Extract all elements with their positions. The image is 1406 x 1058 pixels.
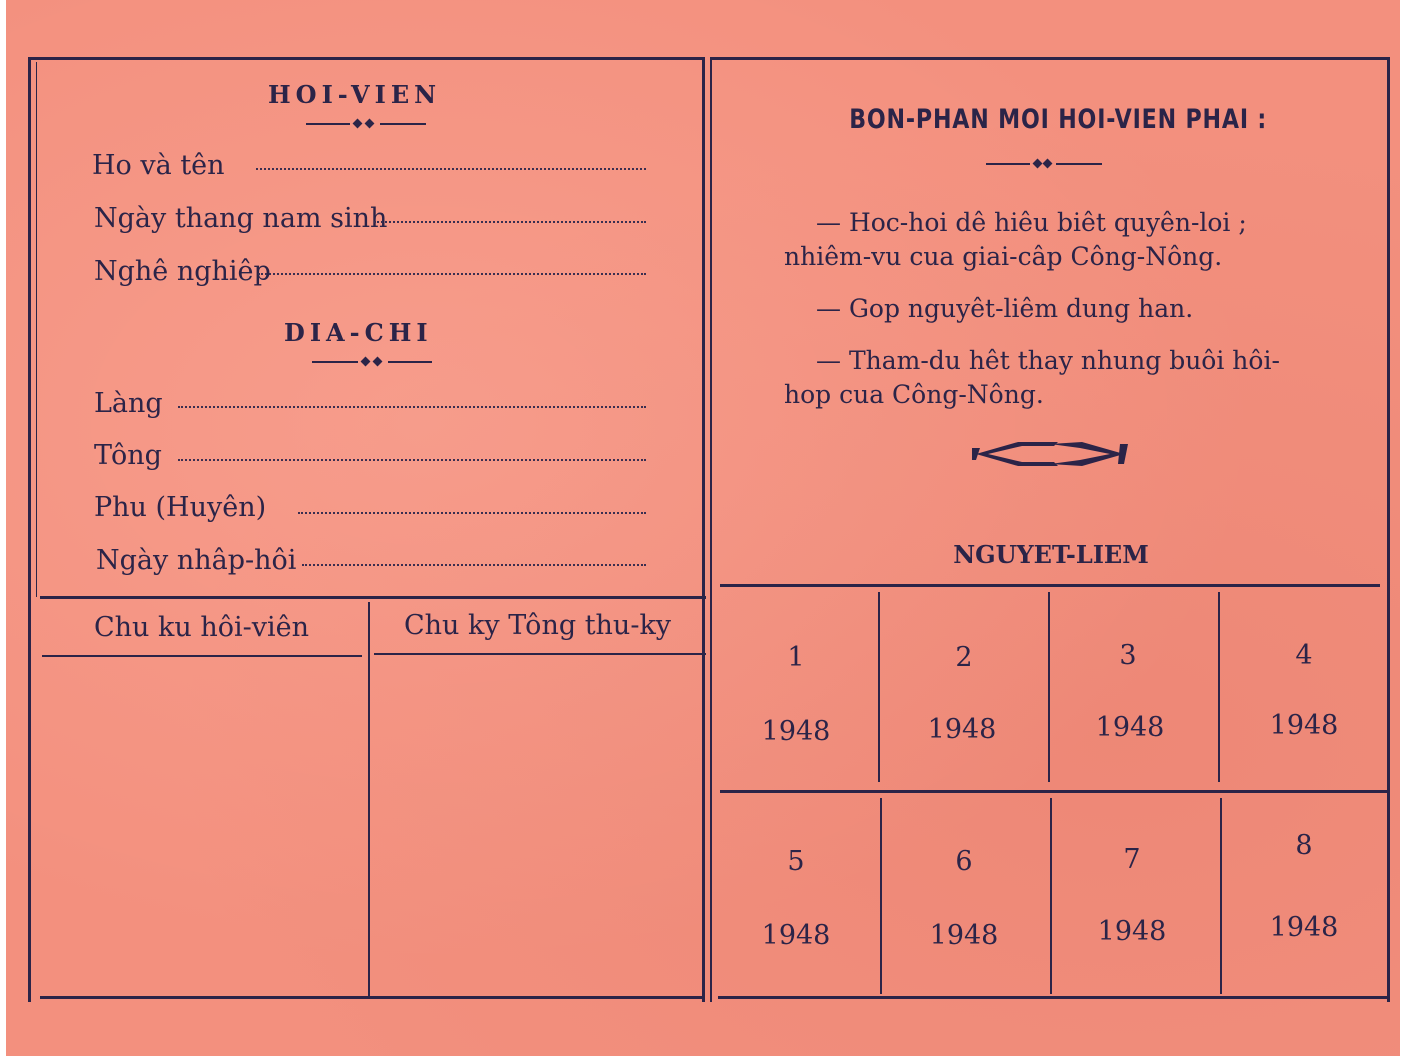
signature-member-rule xyxy=(42,655,362,657)
signature-member-box[interactable] xyxy=(42,660,366,994)
duty-3-line2: hop cua Công-Nông. xyxy=(784,380,1044,409)
fee-month: 4 xyxy=(1295,640,1313,671)
field-label-village: Làng xyxy=(94,388,163,419)
fee-month: 1 xyxy=(787,642,805,673)
fee-month: 8 xyxy=(1295,830,1313,861)
ornament-divider-icon xyxy=(986,158,1102,170)
frame-right xyxy=(1387,57,1390,1002)
duty-2-line1: — Gop nguyêt-liêm dung han. xyxy=(816,294,1194,323)
fee-month: 2 xyxy=(955,642,973,673)
fee-cell-1[interactable] xyxy=(720,590,876,786)
field-label-occupation: Nghê nghiêp xyxy=(94,256,271,287)
fee-year: 1948 xyxy=(1269,710,1339,741)
ornament-divider-icon xyxy=(312,356,432,368)
fee-year: 1948 xyxy=(1095,712,1165,743)
grid-top-rule xyxy=(720,584,1380,587)
fee-month: 5 xyxy=(787,846,805,877)
join-date-line[interactable] xyxy=(302,564,646,566)
duty-3-line1: — Tham-du hêt thay nhung buôi hôi- xyxy=(816,346,1280,375)
grid-col-1 xyxy=(878,592,880,782)
fee-cell-7[interactable] xyxy=(1054,796,1218,994)
fee-cell-3[interactable] xyxy=(1052,590,1216,786)
field-label-join-date: Ngày nhâp-hôi xyxy=(96,545,297,576)
signature-divider xyxy=(368,602,370,996)
canton-line[interactable] xyxy=(178,459,646,461)
ornament-arrows-icon xyxy=(970,436,1130,472)
field-label-district: Phu (Huyên) xyxy=(94,492,267,523)
grid-middle-rule xyxy=(720,790,1390,793)
village-line[interactable] xyxy=(178,406,646,408)
fee-month: 3 xyxy=(1119,640,1137,671)
fees-heading: NGUYET-LIEM xyxy=(953,540,1149,569)
grid-col-3b xyxy=(1220,798,1222,994)
signature-member-label: Chu ku hôi-viên xyxy=(94,612,310,643)
fee-cell-4[interactable] xyxy=(1222,590,1386,786)
fullname-line[interactable] xyxy=(256,168,646,170)
fee-year: 1948 xyxy=(927,714,997,745)
fee-year: 1948 xyxy=(929,920,999,951)
fee-year: 1948 xyxy=(1097,916,1167,947)
frame-center-2 xyxy=(710,57,712,1002)
duty-1-line2: nhiêm-vu cua giai-câp Công-Nông. xyxy=(784,242,1223,271)
frame-top-right xyxy=(712,57,1388,60)
signature-secretary-label: Chu ky Tông thu-ky xyxy=(404,610,672,641)
grid-col-1b xyxy=(880,798,882,994)
address-heading: DIA-CHI xyxy=(284,318,433,347)
ornament-divider-icon xyxy=(306,118,426,130)
fee-year: 1948 xyxy=(761,920,831,951)
field-label-birthdate: Ngày thang nam sinh xyxy=(94,203,388,234)
fee-year: 1948 xyxy=(761,716,831,747)
fee-month: 6 xyxy=(955,846,973,877)
occupation-line[interactable] xyxy=(258,273,646,275)
signature-top-rule xyxy=(40,596,706,599)
field-label-fullname: Ho và tên xyxy=(92,150,225,181)
fee-cell-6[interactable] xyxy=(884,796,1048,994)
frame-bottom-left xyxy=(40,996,704,999)
frame-left xyxy=(28,57,31,1002)
signature-secretary-box[interactable] xyxy=(372,660,706,994)
district-line[interactable] xyxy=(298,512,646,514)
grid-col-3 xyxy=(1218,592,1220,782)
fee-month: 7 xyxy=(1123,844,1141,875)
duties-heading: BON-PHAN MOI HOI-VIEN PHAI : xyxy=(849,104,1268,135)
fee-cell-2[interactable] xyxy=(882,590,1046,786)
grid-col-2b xyxy=(1050,798,1052,994)
signature-secretary-rule xyxy=(374,653,706,655)
member-heading: HOI-VIEN xyxy=(268,80,442,109)
frame-left-inner xyxy=(36,62,37,597)
fee-cell-5[interactable] xyxy=(720,796,878,994)
duty-1-line1: — Hoc-hoi dê hiêu biêt quyên-loi ; xyxy=(816,208,1247,237)
birthdate-line[interactable] xyxy=(374,221,646,223)
field-label-canton: Tông xyxy=(94,440,162,471)
membership-card xyxy=(6,0,1400,1056)
frame-top-left xyxy=(28,57,702,60)
frame-bottom-right xyxy=(718,996,1388,999)
grid-col-2 xyxy=(1048,592,1050,782)
fee-year: 1948 xyxy=(1269,912,1339,943)
fee-cell-8[interactable] xyxy=(1224,796,1384,994)
